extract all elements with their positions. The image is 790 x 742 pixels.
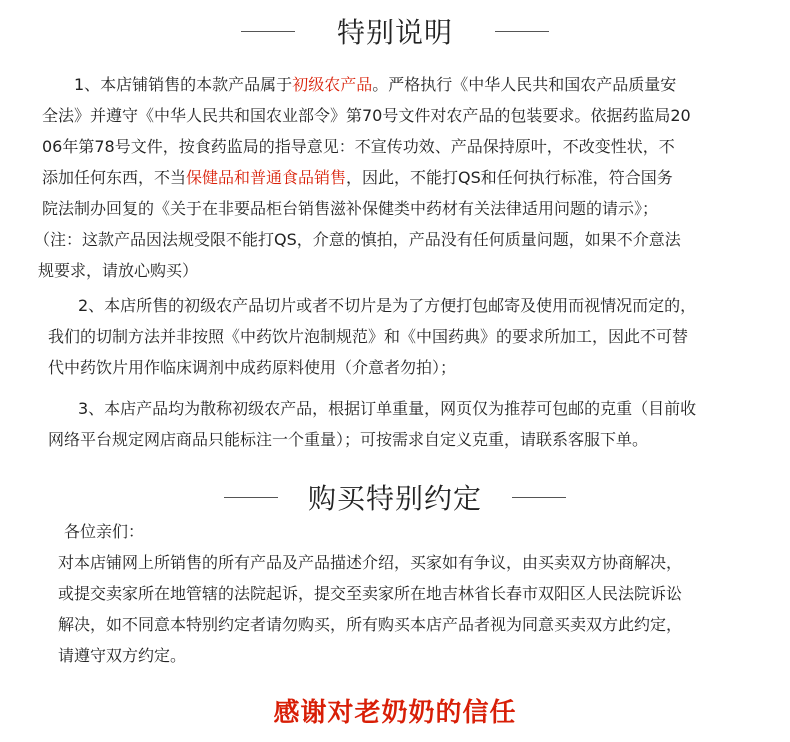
note-paragraph-2 bbox=[34, 290, 759, 383]
greeting: 各位亲们： bbox=[64, 522, 145, 541]
paragraph-line bbox=[34, 69, 759, 100]
paragraph-line: 06年第78号文件，按食药监局的指导意见：不宣传功效、产品保持原叶，不改变性状，不 bbox=[42, 137, 675, 156]
paragraph-line: 请遵守双方约定。 bbox=[58, 646, 187, 665]
thanks-message: 感谢对老奶奶的信任 bbox=[273, 698, 517, 728]
agreement-paragraph bbox=[58, 516, 768, 671]
section-title: 购买特别约定 bbox=[307, 482, 482, 515]
paragraph-line: 3、本店产品均为散称初级农产品，根据订单重量，网页仅为推荐可包邮的克重（目前收 bbox=[78, 399, 697, 418]
text-span: ，因此，不能打QS和任何执行标准，符合国务 bbox=[346, 168, 673, 187]
heading-rule-left bbox=[241, 31, 295, 32]
paragraph-line: 或提交卖家所在地管辖的法院起诉，提交至卖家所在地吉林省长春市双阳区人民法院诉讼 bbox=[58, 584, 683, 603]
paragraph-line: 解决，如不同意本特别约定者请勿购买，所有购买本店产品者视为同意买卖双方此约定， bbox=[58, 615, 683, 634]
heading-rule-right bbox=[495, 31, 549, 32]
section-heading-purchase-agreement bbox=[0, 478, 790, 516]
text-span: 1、本店铺销售的本款产品属于 bbox=[74, 75, 293, 94]
paragraph-line bbox=[34, 162, 759, 193]
highlight-text: 初级农产品 bbox=[292, 75, 373, 94]
highlight-text: 保健品和普通食品销售 bbox=[186, 168, 347, 187]
heading-rule-left bbox=[224, 497, 278, 498]
paragraph-line: 规要求，请放心购买） bbox=[38, 261, 199, 280]
text-span: 添加任何东西，不当 bbox=[42, 168, 187, 187]
paragraph-line: 全法》并遵守《中华人民共和国农业部令》第70号文件对农产品的包装要求。依据药监局20 bbox=[42, 106, 691, 125]
paragraph-line: 网络平台规定网店商品只能标注一个重量）；可按需求自定义克重，请联系客服下单。 bbox=[48, 430, 649, 449]
paragraph-line: 2、本店所售的初级农产品切片或者不切片是为了方便打包邮寄及使用而视情况而定的， bbox=[78, 296, 697, 315]
paragraph-line: 院法制办回复的《关于在非要品柜台销售滋补保健类中药材有关法律适用问题的请示》； bbox=[42, 199, 659, 218]
note-paragraph-3 bbox=[34, 393, 759, 455]
paragraph-line: 对本店铺网上所销售的所有产品及产品描述介绍，买家如有争议，由买卖双方协商解决， bbox=[58, 553, 683, 572]
section-heading-special-notes bbox=[0, 12, 790, 50]
section-title: 特别说明 bbox=[336, 16, 453, 49]
text-span: 。严格执行《中华人民共和国农产品质量安 bbox=[372, 75, 677, 94]
paragraph-line: （注：这款产品因法规受限不能打QS，介意的慎拍，产品没有任何质量问题，如果不介意法 bbox=[34, 230, 681, 249]
note-paragraph-1 bbox=[34, 69, 759, 286]
heading-rule-right bbox=[512, 497, 566, 498]
paragraph-line: 我们的切制方法并非按照《中药饮片泡制规范》和《中国药典》的要求所加工，因此不可替 bbox=[48, 327, 689, 346]
paragraph-line: 代中药饮片用作临床调剂中成药原料使用（介意者勿拍）； bbox=[48, 358, 457, 377]
